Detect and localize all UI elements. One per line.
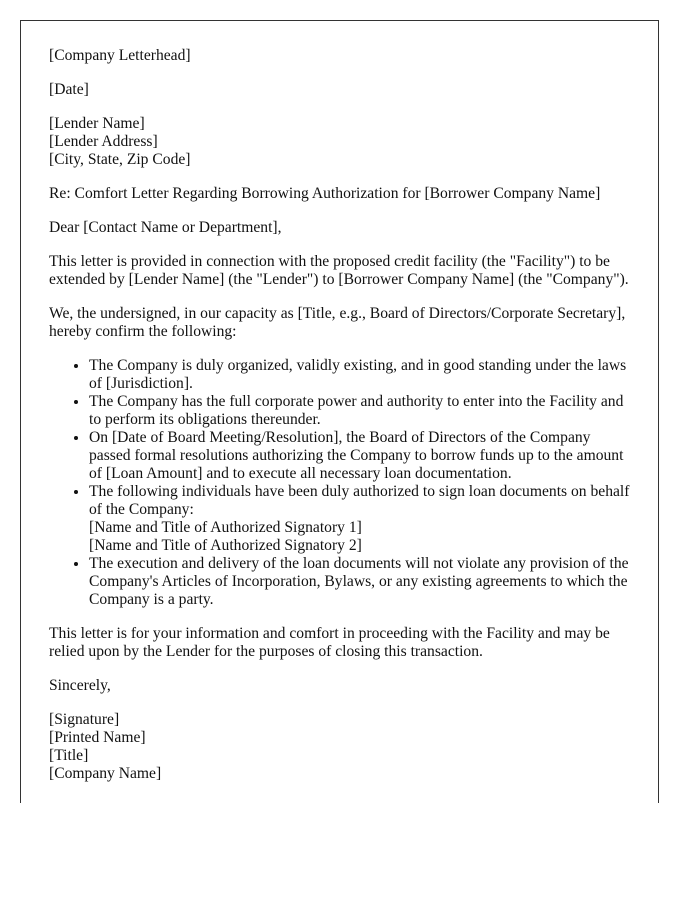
closing-paragraph: This letter is for your information and comfort in proceeding with the Facility and may be relied upon by the Lender for the purposes of closing this transaction. xyxy=(49,625,610,660)
printed-name: [Printed Name] xyxy=(49,729,146,746)
lender-city: [City, State, Zip Code] xyxy=(49,151,191,168)
letter-document xyxy=(20,20,659,803)
list-item: • The execution and delivery of the loan documents will not violate any provision of the Company's Articles of Incorporation, Bylaws, or any existing agreements to which the Company is a party. xyxy=(89,555,630,609)
letterhead: [Company Letterhead] xyxy=(49,47,191,64)
closing: Sincerely, xyxy=(49,677,111,694)
title: [Title] xyxy=(49,747,89,764)
signatory-2: [Name and Title of Authorized Signatory 2] xyxy=(89,537,362,554)
list-item: • The Company has the full corporate power and authority to enter into the Facility and to perform its obligations thereunder. xyxy=(89,393,630,429)
signatories-intro: The following individuals have been duly authorized to sign loan documents on behalf of the Company: xyxy=(89,483,630,518)
confirm-paragraph: We, the undersigned, in our capacity as [Title, e.g., Board of Directors/Corporate Secretary], hereby confirm the following: xyxy=(49,305,626,340)
signature-block xyxy=(49,711,630,783)
signatory-1: [Name and Title of Authorized Signatory 1] xyxy=(89,519,362,536)
lender-name: [Lender Name] xyxy=(49,115,145,132)
confirmation-list xyxy=(49,357,630,609)
list-item: • The Company is duly organized, validly existing, and in good standing under the laws of [Jurisdiction]. xyxy=(89,357,630,393)
company-name: [Company Name] xyxy=(49,765,162,782)
intro-paragraph: This letter is provided in connection with the proposed credit facility (the "Facility") to be extended by [Lender Name] (the "Lender") to [Borrower Company Name] (the "Company"). xyxy=(49,253,629,288)
recipient-address xyxy=(49,115,630,169)
subject-line: Re: Comfort Letter Regarding Borrowing Authorization for [Borrower Company Name] xyxy=(49,185,601,202)
lender-address: [Lender Address] xyxy=(49,133,158,150)
salutation: Dear [Contact Name or Department], xyxy=(49,219,282,236)
list-item: • On [Date of Board Meeting/Resolution], the Board of Directors of the Company passed formal resolutions authorizing the Company to borrow funds up to the amount of [Loan Amount] and to execute all necessary loan documentation. xyxy=(89,429,630,483)
signature: [Signature] xyxy=(49,711,120,728)
list-item xyxy=(89,483,630,555)
date: [Date] xyxy=(49,81,89,98)
